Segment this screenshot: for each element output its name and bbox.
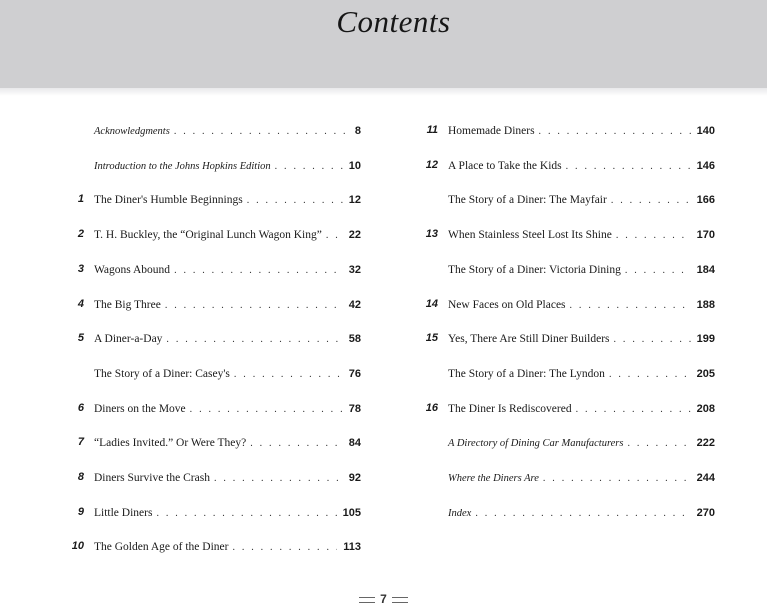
toc-entry	[448, 192, 715, 208]
toc-entry-title: The Diner's Humble Beginnings	[94, 194, 243, 206]
chapter-number: 9	[77, 506, 84, 518]
toc-entry-page: 10	[348, 160, 361, 172]
toc-entry	[94, 366, 361, 382]
toc-entry-title: A Place to Take the Kids	[448, 160, 562, 172]
dot-leader	[326, 228, 343, 244]
toc-entry-page: 205	[696, 368, 715, 380]
toc-entry-page: 170	[696, 229, 715, 241]
toc-entry-title: Little Diners	[94, 507, 153, 519]
toc-entry	[94, 470, 361, 486]
toc-entry-page: 84	[348, 437, 361, 449]
toc-entry-title: Acknowledgments	[94, 126, 170, 137]
dot-leader	[475, 506, 690, 522]
toc-entry-title: T. H. Buckley, the “Original Lunch Wagon King”	[94, 229, 322, 241]
toc-entry-title: The Big Three	[94, 299, 161, 311]
toc-entry-page: 8	[354, 125, 361, 137]
page-footer	[0, 592, 767, 606]
dot-leader	[566, 159, 691, 175]
toc-entry	[94, 435, 361, 451]
dot-leader	[616, 228, 691, 244]
toc-entry-title: Homemade Diners	[448, 125, 535, 137]
dot-leader	[576, 402, 691, 418]
footer-page-number: 7	[380, 592, 387, 606]
toc-entry-title: The Golden Age of the Diner	[94, 541, 229, 553]
chapter-number: 1	[77, 193, 84, 205]
toc-entry-title: Introduction to the Johns Hopkins Edition	[94, 161, 271, 172]
toc-entry-page: 184	[696, 264, 715, 276]
dot-leader	[614, 332, 691, 348]
toc-entry-page: 58	[348, 333, 361, 345]
toc-entry-title: Index	[448, 508, 472, 519]
toc-entry-page: 208	[696, 403, 715, 415]
toc-entry-title: A Diner-a-Day	[94, 333, 163, 345]
toc-entry-title: When Stainless Steel Lost Its Shine	[448, 229, 612, 241]
toc-entry-page: 244	[696, 472, 715, 484]
toc-entry-page: 32	[348, 264, 361, 276]
toc-entry-page: 146	[696, 160, 715, 172]
dot-leader	[156, 506, 336, 522]
toc-entry	[448, 331, 715, 347]
dot-leader	[609, 367, 691, 383]
toc-entry-title: New Faces on Old Places	[448, 299, 566, 311]
toc-entry-title: Yes, There Are Still Diner Builders	[448, 333, 610, 345]
toc-entry	[94, 505, 361, 521]
chapter-number: 14	[425, 298, 438, 310]
toc-entry	[448, 366, 715, 382]
toc-entry	[94, 227, 361, 243]
toc-entry-page: 113	[343, 541, 361, 553]
dot-leader	[174, 263, 343, 279]
toc-entry	[448, 401, 715, 417]
toc-entry-title: The Story of a Diner: Victoria Dining	[448, 264, 621, 276]
dot-leader	[611, 193, 691, 209]
dot-leader	[539, 124, 691, 140]
dot-leader	[190, 402, 343, 418]
toc-entry-page: 42	[348, 299, 361, 311]
dot-leader	[165, 298, 343, 314]
chapter-number: 13	[425, 228, 438, 240]
chapter-number: 3	[77, 263, 84, 275]
toc-entry	[448, 435, 715, 451]
dot-leader	[543, 471, 691, 487]
toc-entry	[94, 123, 361, 139]
toc-entry-title: Diners on the Move	[94, 403, 186, 415]
toc-entry-page: 12	[348, 194, 361, 206]
toc-entry	[448, 470, 715, 486]
dot-leader	[247, 193, 343, 209]
chapter-number: 12	[425, 159, 438, 171]
chapter-number: 2	[77, 228, 84, 240]
dot-leader	[214, 471, 343, 487]
dot-leader	[627, 436, 690, 452]
toc-entry	[94, 158, 361, 174]
dot-leader	[232, 540, 337, 556]
dot-leader	[570, 298, 691, 314]
toc-entry	[94, 331, 361, 347]
chapter-number: 4	[77, 298, 84, 310]
toc-entry	[448, 123, 715, 139]
toc-entry-page: 222	[696, 437, 715, 449]
toc-entry-title: Diners Survive the Crash	[94, 472, 210, 484]
toc-entry-page: 199	[696, 333, 715, 345]
toc-entry-title: The Story of a Diner: The Mayfair	[448, 194, 607, 206]
toc-entry	[448, 297, 715, 313]
dot-leader	[174, 124, 349, 140]
toc-entry-title: A Directory of Dining Car Manufacturers	[448, 438, 624, 449]
dot-leader	[166, 332, 342, 348]
dot-leader	[625, 263, 691, 279]
toc-entry-page: 78	[348, 403, 361, 415]
toc-entry	[448, 158, 715, 174]
toc-entry-title: The Story of a Diner: Casey's	[94, 368, 230, 380]
toc-entry-title: The Story of a Diner: The Lyndon	[448, 368, 605, 380]
toc-entry-page: 105	[342, 507, 361, 519]
toc-entry	[448, 227, 715, 243]
dot-leader	[250, 436, 343, 452]
toc-entry	[94, 539, 361, 555]
chapter-number: 16	[425, 402, 438, 414]
dot-leader	[275, 159, 343, 175]
page-title: Contents	[336, 4, 451, 39]
footer-rule-left	[359, 597, 375, 603]
toc-entry-page: 188	[696, 299, 715, 311]
toc-entry-title: Where the Diners Are	[448, 473, 539, 484]
toc-entry	[94, 401, 361, 417]
toc-entry	[94, 262, 361, 278]
chapter-number: 7	[77, 436, 84, 448]
chapter-number: 6	[77, 402, 84, 414]
footer-rule-right	[392, 597, 408, 603]
toc-entry-title: “Ladies Invited.” Or Were They?	[94, 437, 247, 449]
toc-entry-page: 92	[348, 472, 361, 484]
chapter-number: 8	[77, 471, 84, 483]
toc-entry-page: 140	[696, 125, 715, 137]
toc-entry-title: Wagons Abound	[94, 264, 171, 276]
toc-entry-title: The Diner Is Rediscovered	[448, 403, 572, 415]
toc-entry	[448, 262, 715, 278]
toc-entry-page: 76	[348, 368, 361, 380]
header-shadow	[0, 88, 767, 96]
toc-entry-page: 270	[696, 507, 715, 519]
chapter-number: 11	[426, 124, 438, 136]
toc-entry	[448, 505, 715, 521]
toc-entry-page: 166	[696, 194, 715, 206]
header-band	[0, 0, 767, 90]
chapter-number: 15	[425, 332, 438, 344]
chapter-number: 5	[77, 332, 84, 344]
chapter-number: 10	[71, 540, 84, 552]
toc-entry-page: 22	[348, 229, 361, 241]
toc-entry	[94, 297, 361, 313]
toc-entry	[94, 192, 361, 208]
dot-leader	[234, 367, 343, 383]
